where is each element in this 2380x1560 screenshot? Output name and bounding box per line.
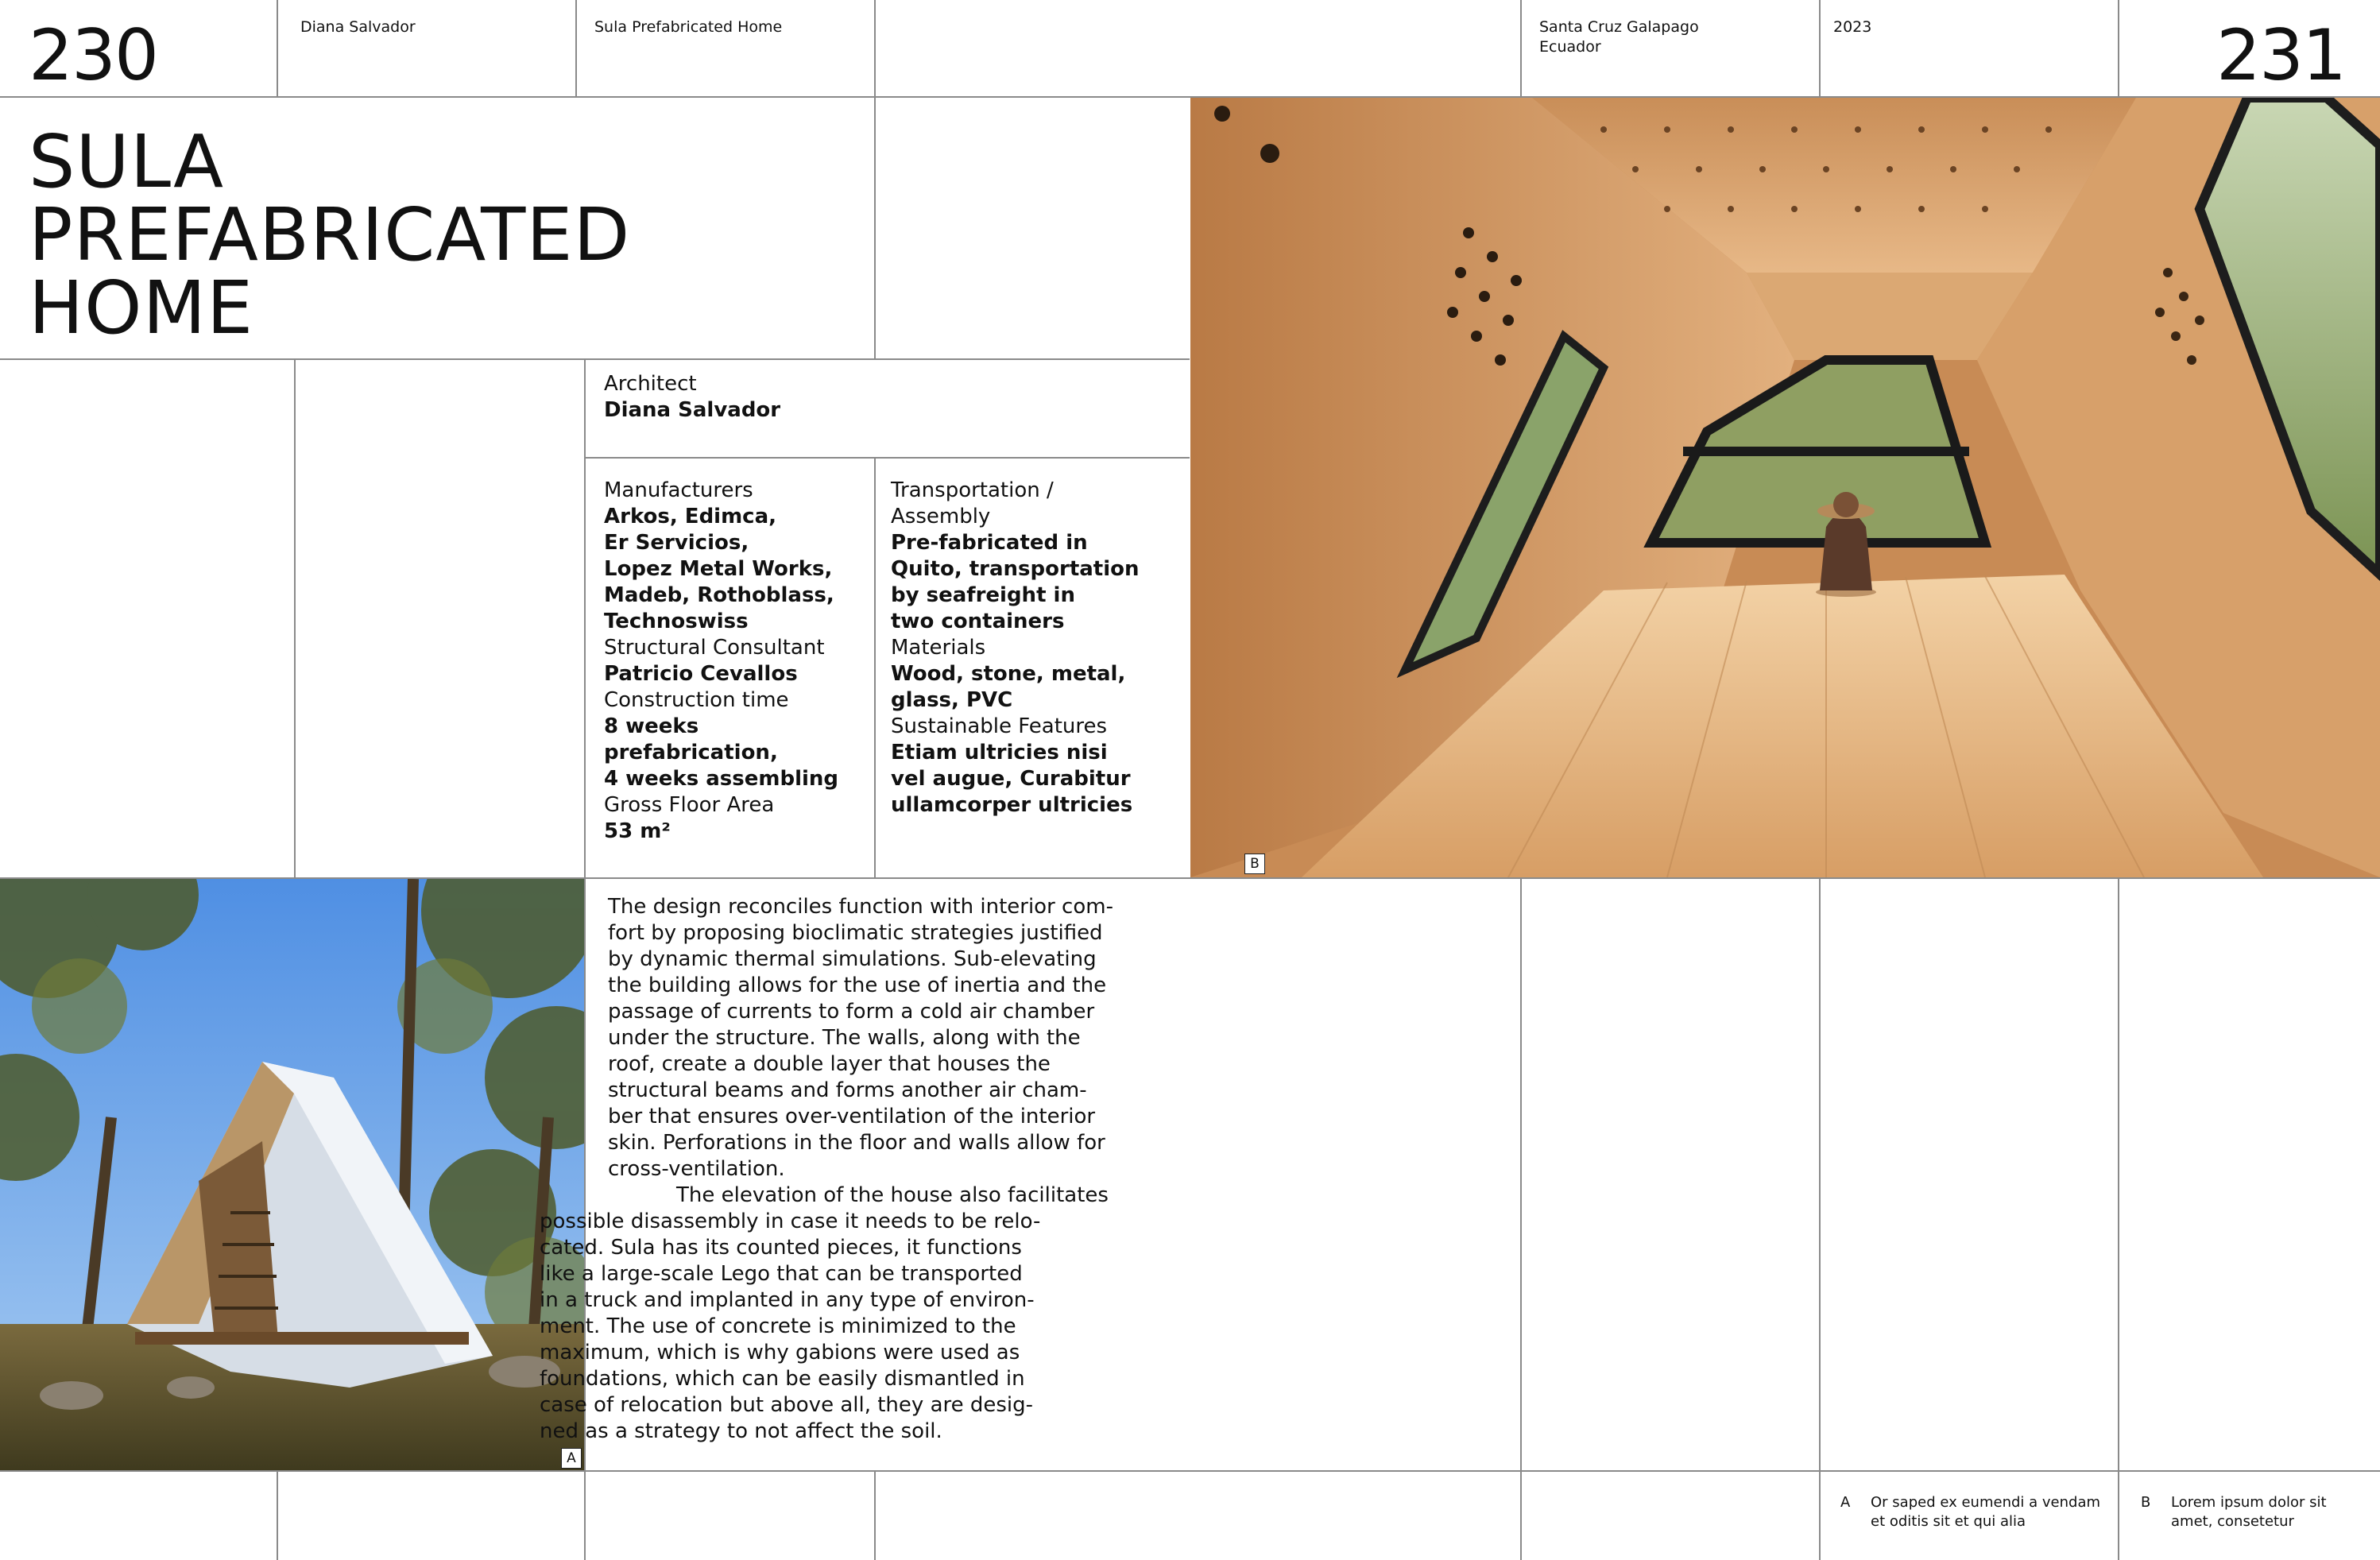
caption-b-line: amet, consetetur	[2171, 1513, 2294, 1530]
page-number-left: 230	[29, 14, 157, 96]
col-rule-3	[874, 0, 876, 358]
manufacturers-line: Arkos, Edimca,	[604, 505, 777, 528]
body-line: in a truck and implanted in any type of environ-	[540, 1288, 1035, 1312]
header-location-line1: Santa Cruz Galapago	[1539, 18, 1699, 36]
rule-lower	[0, 1470, 2380, 1472]
construction-line: 4 weeks assembling	[604, 767, 839, 791]
body-line: skin. Perforations in the floor and walls allow for	[608, 1131, 1105, 1155]
body-text	[540, 894, 1116, 1445]
materials-label: Materials	[891, 636, 986, 660]
caption-a-letter: A	[1840, 1494, 1851, 1511]
body-line: by dynamic thermal simulations. Sub-elevating	[608, 947, 1097, 971]
rule-title-bottom	[0, 358, 1190, 360]
body-line: possible disassembly in case it needs to be relo-	[540, 1210, 1041, 1233]
header-location-line2: Ecuador	[1539, 38, 1601, 56]
structural-value: Patricio Cevallos	[604, 662, 798, 686]
body-line: ment. The use of concrete is minimized to the	[540, 1314, 1016, 1338]
architect-block	[604, 371, 780, 424]
body-line: The design reconciles function with interior com-	[608, 895, 1113, 919]
caption-a	[1871, 1493, 2100, 1531]
col-rule-5	[1819, 0, 1821, 96]
sustainable-label: Sustainable Features	[891, 714, 1108, 738]
col-rule-6	[2118, 0, 2119, 96]
manufacturers-line: Technoswiss	[604, 610, 749, 633]
sustainable-line: Etiam ultricies nisi	[891, 741, 1108, 765]
transport-label-line: Transportation /	[891, 478, 1054, 502]
transport-line: two containers	[891, 610, 1065, 633]
transport-line: Quito, transportation	[891, 557, 1140, 581]
page-title	[29, 119, 631, 350]
page-number-right: 231	[2216, 14, 2345, 96]
header-project: Sula Prefabricated Home	[594, 18, 783, 36]
body-line: under the structure. The walls, along with the	[608, 1026, 1081, 1050]
title-line-2: PREFABRICATED	[29, 192, 631, 277]
title-line-3: HOME	[29, 265, 254, 350]
rule-architect-bottom	[584, 457, 1190, 459]
materials-line: Wood, stone, metal,	[891, 662, 1126, 686]
body-line: roof, create a double layer that houses the	[608, 1052, 1051, 1076]
transport-line: Pre-fabricated in	[891, 531, 1088, 555]
col-rule-bottom-1	[277, 1470, 278, 1560]
manufacturers-line: Er Servicios,	[604, 531, 749, 555]
area-value: 53 m²	[604, 819, 671, 843]
body-line: ned as a strategy to not affect the soil.	[540, 1419, 942, 1443]
sustainable-line: ullamcorper ultricies	[891, 793, 1133, 817]
body-line: foundations, which can be easily dismantled in	[540, 1367, 1025, 1391]
body-line: passage of currents to form a cold air chamber	[608, 1000, 1095, 1024]
col-rule-lower-3	[2118, 877, 2119, 1560]
header-location	[1539, 17, 1699, 57]
manufacturers-line: Lopez Metal Works,	[604, 557, 833, 581]
caption-a-line: et oditis sit et qui alia	[1871, 1513, 2026, 1530]
body-line: ber that ensures over-ventilation of the interior	[608, 1105, 1096, 1128]
header-author: Diana Salvador	[300, 18, 416, 36]
body-para-2	[540, 1183, 1116, 1445]
caption-b-letter: B	[2141, 1494, 2151, 1511]
manufacturers-label: Manufacturers	[604, 478, 753, 502]
body-line: cated. Sula has its counted pieces, it functions	[540, 1236, 1022, 1260]
body-line: case of relocation but above all, they are desig-	[540, 1393, 1034, 1417]
body-para-1	[608, 894, 1116, 1183]
col-rule-spec-split	[874, 457, 876, 877]
structural-label: Structural Consultant	[604, 636, 825, 660]
title-line-1: SULA	[29, 119, 225, 204]
body-line: maximum, which is why gabions were used as	[540, 1341, 1020, 1365]
col-rule-lower-2	[1819, 877, 1821, 1560]
area-label: Gross Floor Area	[604, 793, 775, 817]
sustainable-line: vel augue, Curabitur	[891, 767, 1131, 791]
col-rule-lower-1	[1520, 877, 1522, 1560]
body-line: cross-ventilation.	[608, 1157, 785, 1181]
transport-line: by seafreight in	[891, 583, 1075, 607]
exterior-photo	[0, 879, 584, 1470]
body-line: structural beams and forms another air cham-	[608, 1078, 1087, 1102]
architect-label: Architect	[604, 372, 697, 396]
image-tag-b: B	[1244, 854, 1265, 874]
body-line: The elevation of the house also facilitates	[676, 1183, 1109, 1207]
specs-left	[604, 478, 866, 845]
specs-right	[891, 478, 1185, 819]
image-tag-a: A	[561, 1448, 582, 1469]
caption-b-line: Lorem ipsum dolor sit	[2171, 1494, 2327, 1511]
construction-label: Construction time	[604, 688, 789, 712]
body-line: like a large-scale Lego that can be transported	[540, 1262, 1023, 1286]
col-rule-bottom-2	[874, 1470, 876, 1560]
materials-line: glass, PVC	[891, 688, 1013, 712]
caption-b	[2171, 1493, 2327, 1531]
header-year: 2023	[1833, 18, 1872, 36]
col-rule-1	[277, 0, 278, 96]
body-line: the building allows for the use of inertia and the	[608, 974, 1107, 997]
col-rule-left-b	[584, 358, 586, 877]
caption-a-line: Or saped ex eumendi a vendam	[1871, 1494, 2101, 1511]
transport-label-line: Assembly	[891, 505, 991, 528]
construction-line: 8 weeks prefabrication,	[604, 714, 778, 765]
manufacturers-line: Madeb, Rothoblass,	[604, 583, 834, 607]
col-rule-left-a	[294, 358, 296, 877]
col-rule-2	[575, 0, 577, 96]
interior-photo	[1190, 98, 2380, 877]
col-rule-4	[1520, 0, 1522, 96]
architect-value: Diana Salvador	[604, 398, 781, 422]
body-line: fort by proposing bioclimatic strategies justified	[608, 921, 1103, 945]
